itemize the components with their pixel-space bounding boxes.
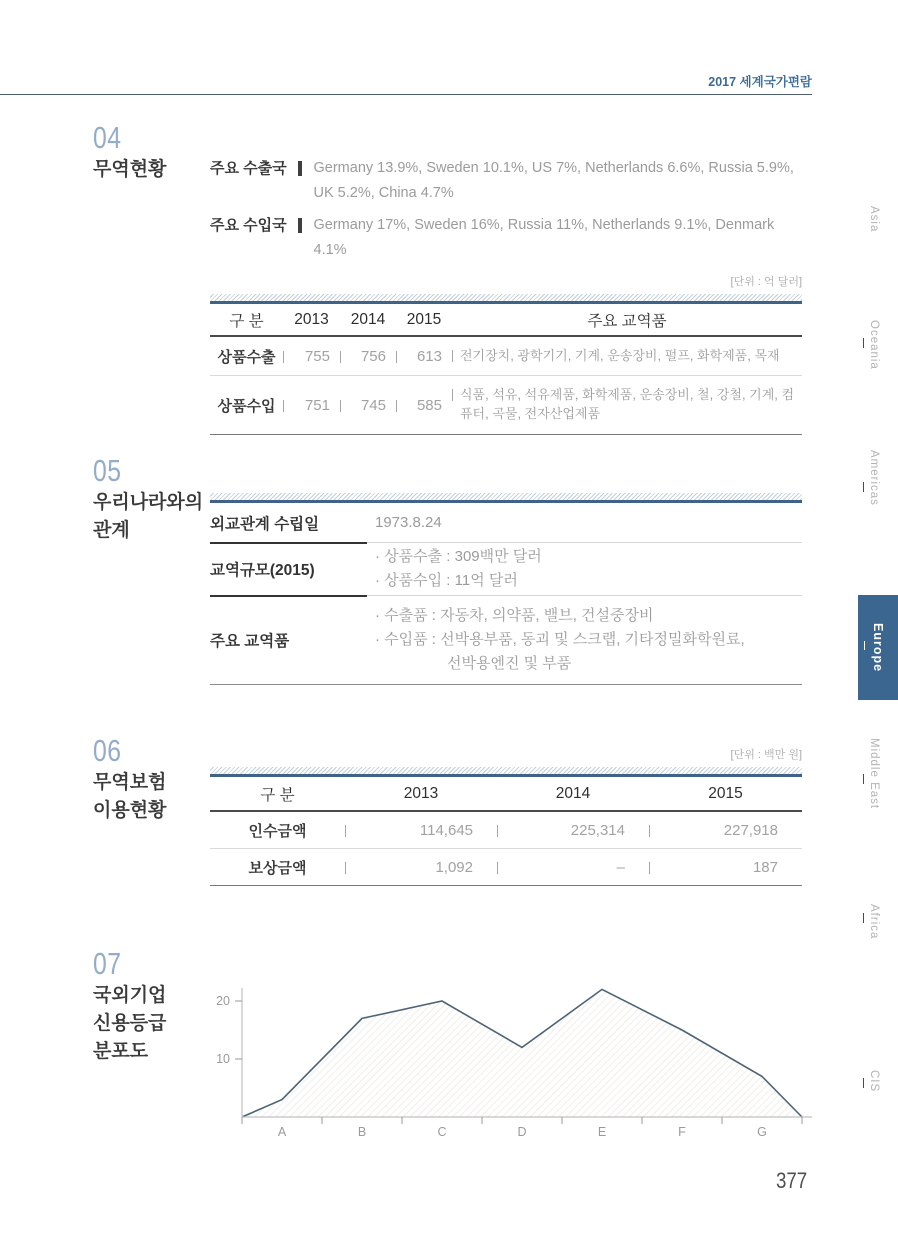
value-line: · 수출품 : 자동차, 의약품, 밸브, 건설중장비 [375,607,654,624]
row-label: 외교관계 수립일 [210,515,320,533]
col-header: 2015 [708,784,743,802]
col-header: 2015 [406,310,442,328]
section-06-title-line2: 이용현황 [93,800,167,821]
credit-rating-chart [202,978,822,1150]
sidebar-item-asia: Asia [868,206,880,233]
unit-note-insurance-table: [단위 : 백만 원] [730,749,802,761]
sidebar-dash [863,1078,865,1088]
sidebar-item-americas: Americas [868,450,880,506]
section-07-title-line2: 신용등급 [93,1013,167,1034]
area-fill [242,989,802,1117]
row-label: 상품수입 [217,397,276,415]
cell-2015: 585 [396,397,452,414]
cell-2013: 114,645 [345,822,497,839]
row-label: 보상금액 [248,859,307,877]
trade-table [210,294,802,435]
sidebar-dash-active [864,641,866,650]
sidebar-item-middle-east: Middle East [868,738,880,810]
separator-bar [298,218,302,233]
y-axis-label: 20 [216,994,230,1008]
section-07-title-line3: 분포도 [93,1041,149,1062]
export-countries-label: 주요 수출국 [210,160,287,177]
value-line: · 상품수출 : 309백만 달러 [375,548,542,565]
row-value: 1973.8.24 [375,513,442,531]
sidebar-dash [863,482,865,492]
sidebar-item-europe-active: Europe [858,595,898,700]
cell-2015: 227,918 [649,822,802,839]
cell-2013: 1,092 [345,859,497,876]
cell-items: 식품, 석유, 석유제품, 화학제품, 운송장비, 철, 강철, 기계, 컴퓨터, 곡물, 전자산업제품 [452,386,802,424]
section-04-title: 무역현황 [93,159,167,180]
section-05-title [93,489,203,545]
x-axis-label: D [517,1125,527,1139]
sidebar-dash [863,774,865,784]
section-07-title-line1: 국외기업 [93,985,167,1006]
table-row-imports [210,376,802,435]
value-line: · 수입품 : 선박용부품, 동괴 및 스크랩, 기타정밀화학원료, [375,631,745,648]
relation-row-trade-items [210,596,802,685]
cell-2013: 751 [283,397,340,414]
x-axis-label: C [437,1125,447,1139]
cell-2014: – [497,859,649,876]
sidebar-item-africa: Africa [868,904,880,940]
sidebar-item-oceania: Oceania [868,320,880,370]
table-row-underwritten [210,812,802,849]
section-06-number: 06 [93,733,122,768]
row-value [375,545,802,593]
row-label: 상품수출 [217,348,276,366]
section-04-number: 04 [93,120,122,155]
section-06-content [210,746,802,886]
cell-items: 전기장치, 광학기기, 기계, 운송장비, 펄프, 화학제품, 목재 [452,347,802,366]
value-line: · 상품수입 : 11억 달러 [375,572,518,589]
cell-2015: 613 [396,348,452,365]
relation-row-trade-volume [210,543,802,596]
cell-2014: 756 [340,348,396,365]
cell-2014: 745 [340,397,396,414]
table-row-compensation [210,849,802,886]
header-rule [0,94,812,95]
x-axis-label: F [678,1125,686,1139]
section-05-title-line2: 관계 [93,520,130,541]
x-axis-label: G [757,1125,767,1139]
section-07-number: 07 [93,946,122,981]
sidebar-dash [863,338,865,348]
insurance-table-header [210,777,802,812]
insurance-table [210,767,802,886]
col-header: 2014 [350,310,386,328]
x-axis-label: B [357,1125,367,1139]
book-title: 2017 세계국가편람 [708,75,812,89]
table-row-exports [210,337,802,376]
import-countries-label: 주요 수입국 [210,217,287,234]
section-05-title-line1: 우리나라와의 [93,492,204,513]
section-07-title [93,982,166,1066]
col-header: 구 분 [229,312,264,330]
cell-2013: 755 [283,348,340,365]
row-label: 교역규모(2015) [210,562,315,579]
y-axis-label: 10 [216,1052,230,1066]
table-hatch-band [210,294,802,304]
col-header: 2014 [555,784,591,802]
export-countries-row [210,156,802,206]
sidebar-item-cis: CIS [868,1070,880,1093]
relation-row-diplomatic [210,503,802,543]
col-header: 2013 [294,310,329,328]
x-axis-label: A [277,1125,287,1139]
export-countries-value: Germany 13.9%, Sweden 10.1%, US 7%, Netherlands 6.6%, Russia 5.9%, UK 5.2%, China 4.7% [313,160,794,201]
section-06-title [93,769,166,825]
col-header: 주요 교역품 [587,312,667,330]
row-label: 주요 교역품 [210,633,290,650]
col-header: 2013 [403,784,439,802]
trade-table-header [210,304,802,337]
section-05-content [210,493,802,685]
sidebar-dash [863,913,865,923]
cell-2014: 225,314 [497,822,649,839]
separator-bar [298,161,302,176]
row-value [375,604,802,676]
section-04-content [210,156,802,435]
table-hatch-band [210,767,802,777]
section-06-title-line1: 무역보험 [93,772,167,793]
cell-2015: 187 [649,859,802,876]
import-countries-value: Germany 17%, Sweden 16%, Russia 11%, Netherlands 9.1%, Denmark 4.1% [313,217,775,258]
value-line: 선박용엔진 및 부품 [447,655,572,672]
row-label: 인수금액 [248,822,307,840]
x-axis-label: E [597,1125,607,1139]
import-countries-row [210,213,802,263]
col-header: 구 분 [260,786,295,804]
page-number: 377 [776,1168,808,1193]
table-hatch-band [210,493,802,503]
unit-note-trade-table: [단위 : 억 달러] [730,276,802,288]
section-05-number: 05 [93,453,122,488]
